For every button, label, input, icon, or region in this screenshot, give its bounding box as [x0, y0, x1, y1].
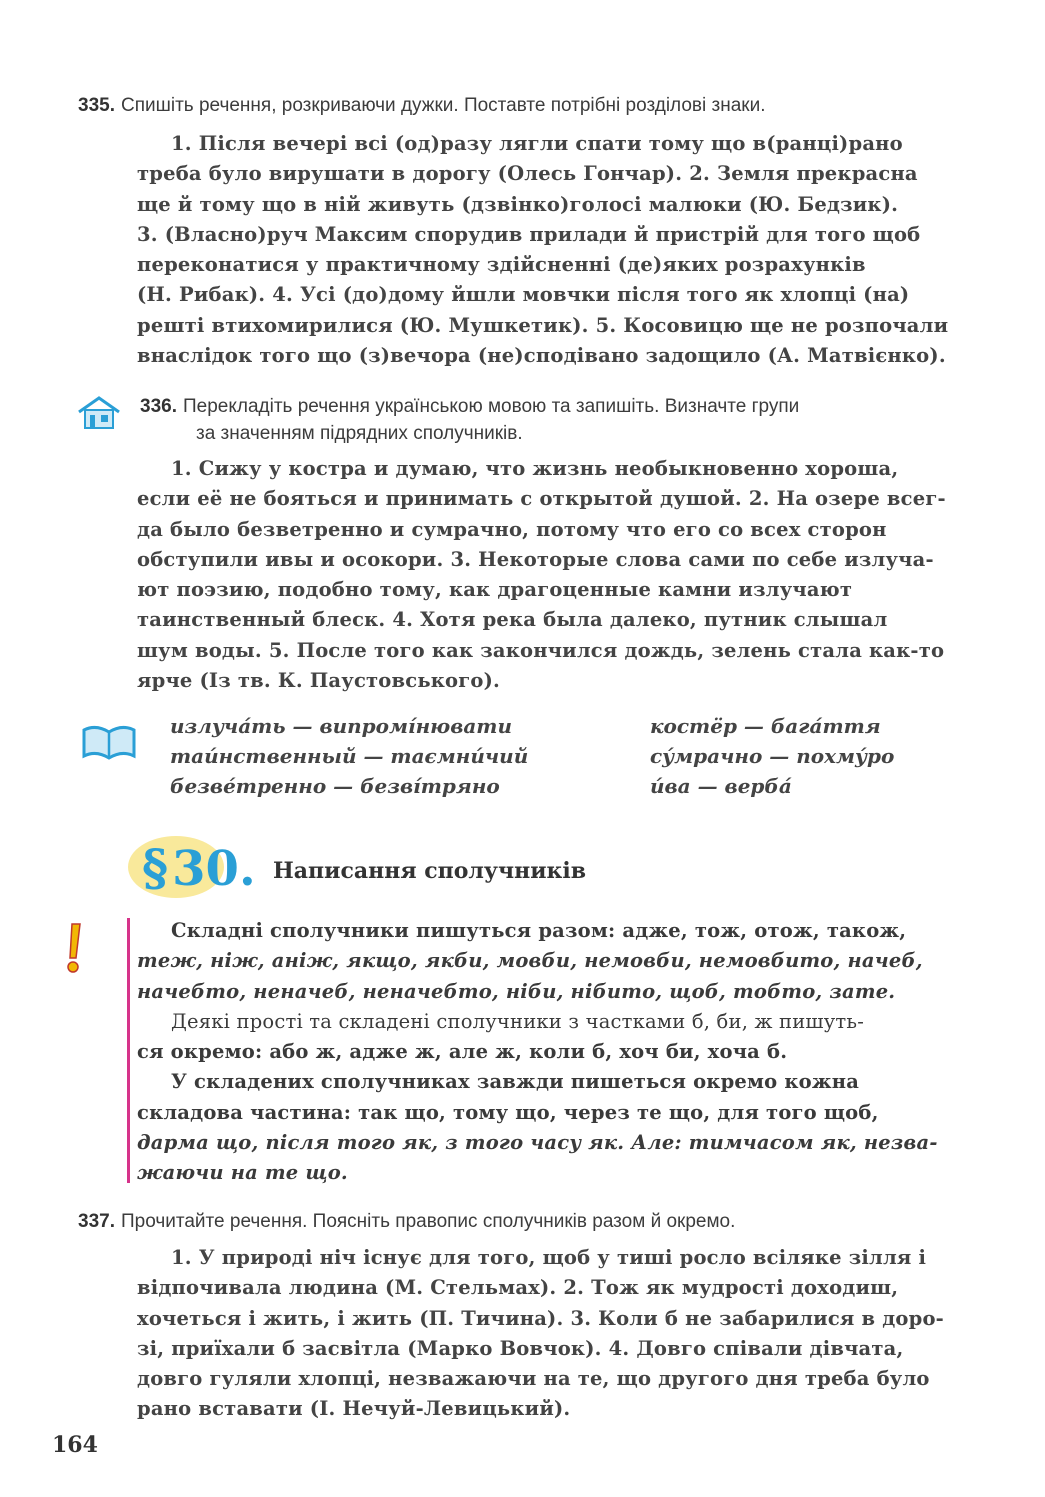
text-line: відпочивала людина (М. Стельмах). 2. Тож як мудрості доходиш,: [137, 1276, 899, 1300]
instruction-text: Спишіть речення, розкриваючи дужки. Поставте потрібні розділові знаки.: [120, 95, 766, 116]
vocabulary-item: костёр — бага́ття: [650, 714, 881, 738]
section-number: 30.: [172, 841, 256, 897]
section-heading: [142, 836, 256, 901]
text-line: (Н. Рибак). 4. Усі (до)дому йшли мовчки після того як хлопці (на): [137, 283, 910, 307]
exercise-337-instruction: [78, 1208, 735, 1235]
book-vocabulary-icon: [80, 722, 138, 762]
vocabulary-left-column: [170, 711, 528, 801]
exercise-number: 335.: [78, 95, 115, 116]
vocabulary-right-column: [650, 711, 894, 801]
text-line: шум воды. 5. После того как закончился дождь, зелень стала как-то: [137, 638, 945, 662]
rule-line: Деякі прості та складені сполучники з частками б, би, ж пишуть-: [171, 1009, 865, 1033]
text-line: треба було вирушати в дорогу (Олесь Гончар). 2. Земля прекрасна: [137, 162, 918, 186]
vocabulary-item: излуча́ть — випромі́нювати: [170, 714, 513, 738]
rule-line: Складні сполучники пишуться разом: адже, тож, отож, також,: [171, 919, 907, 942]
text-line: зі, приїхали б засвітла (Марко Вовчок). 4. Довго співали дівчата,: [137, 1336, 904, 1360]
vocabulary-item: таи́нственный — таємни́чий: [170, 744, 529, 768]
vocabulary-item: и́ва — верба́: [650, 774, 792, 798]
page-number: 164: [52, 1432, 98, 1458]
rule-line: У складених сполучниках завжди пишеться окремо кожна: [171, 1070, 860, 1094]
text-line: обступили ивы и осокори. 3. Некоторые слова сами по себе излуча-: [137, 547, 934, 571]
text-line: 1. Після вечері всі (од)разу лягли спати тому що в(ранці)рано: [171, 132, 903, 155]
vocabulary-item: безве́тренно — безві́тряно: [170, 774, 500, 798]
text-line: переконатися у практичному здійсненні (де)яких розрахунків: [137, 253, 866, 277]
text-line: ют поэзию, подобно тому, как драгоценные камни излучают: [137, 578, 853, 602]
rule-line: начебто, неначеб, неначебто, ніби, нібито, щоб, тобто, зате.: [137, 979, 896, 1003]
rule-line: складова частина: так що, тому що, через те що, для того щоб,: [137, 1100, 879, 1124]
rule-text: [137, 916, 959, 1189]
text-line: довго гуляли хлопці, незважаючи на те, що другого дня треба було: [137, 1367, 930, 1391]
text-line: внаслідок того що (з)вечора (не)сподівано задощило (А. Матвієнко).: [137, 344, 946, 368]
rule-line: ся окремо: або ж, адже ж, але ж, коли б, хоч би, хоча б.: [137, 1040, 788, 1064]
text-line: 1. У природі ніч існує для того, щоб у тиші росло всіляке зілля і: [171, 1246, 927, 1269]
exercise-number: 336.: [140, 396, 177, 417]
rule-line: дарма що, після того як, з того часу як. Але: тимчасом як, незва-: [137, 1131, 938, 1155]
instruction-text: Прочитайте речення. Поясніть правопис сполучників разом й окремо.: [120, 1211, 736, 1232]
rule-line: теж, ніж, аніж, якщо, якби, мовби, немовби, немовбито, начеб,: [137, 949, 923, 973]
exercise-335-instruction: [78, 92, 766, 119]
instruction-text: за значенням підрядних сполучників.: [196, 423, 523, 444]
exercise-number: 337.: [78, 1211, 115, 1232]
text-line: 1. Сижу у костра и думаю, что жизнь необыкновенно хороша,: [171, 457, 899, 480]
vocabulary-item: су́мрачно — похму́ро: [650, 744, 895, 768]
text-line: 3. (Власно)руч Максим спорудив прилади й пристрій для того щоб: [137, 222, 921, 246]
text-line: ярче (Із тв. К. Паустовського).: [137, 669, 501, 693]
text-line: рано вставати (І. Нечуй-Левицький).: [137, 1397, 571, 1421]
home-task-icon: [75, 394, 123, 432]
exercise-336-text: [137, 454, 959, 696]
exercise-337-text: [137, 1243, 959, 1425]
exercise-335-text: [137, 129, 959, 371]
exercise-336-instruction: [140, 393, 970, 447]
rule-bar: [127, 918, 130, 1183]
section-title: Написання сполучників: [273, 858, 587, 884]
section-sign: §: [142, 838, 169, 897]
text-line: таинственный блеск. 4. Хотя река была далеко, путник слышал: [137, 608, 888, 632]
exclamation-icon: [58, 920, 88, 976]
rule-line: жаючи на те що.: [137, 1161, 348, 1185]
text-line: хочеться і жить, і жить (П. Тичина). 3. Коли б не забарилися в доро-: [137, 1306, 944, 1330]
text-line: ще й тому що в ній живуть (дзвінко)голосі малюки (Ю. Бедзик).: [137, 192, 899, 216]
text-line: да было безветренно и сумрачно, потому что его со всех сторон: [137, 517, 887, 541]
text-line: решті втихомирилися (Ю. Мушкетик). 5. Косовицю ще не розпочали: [137, 313, 949, 337]
instruction-text: Перекладіть речення українською мовою та запишіть. Визначте групи: [182, 396, 800, 417]
text-line: если её не бояться и принимать с открытой душой. 2. На озере всег-: [137, 487, 946, 511]
